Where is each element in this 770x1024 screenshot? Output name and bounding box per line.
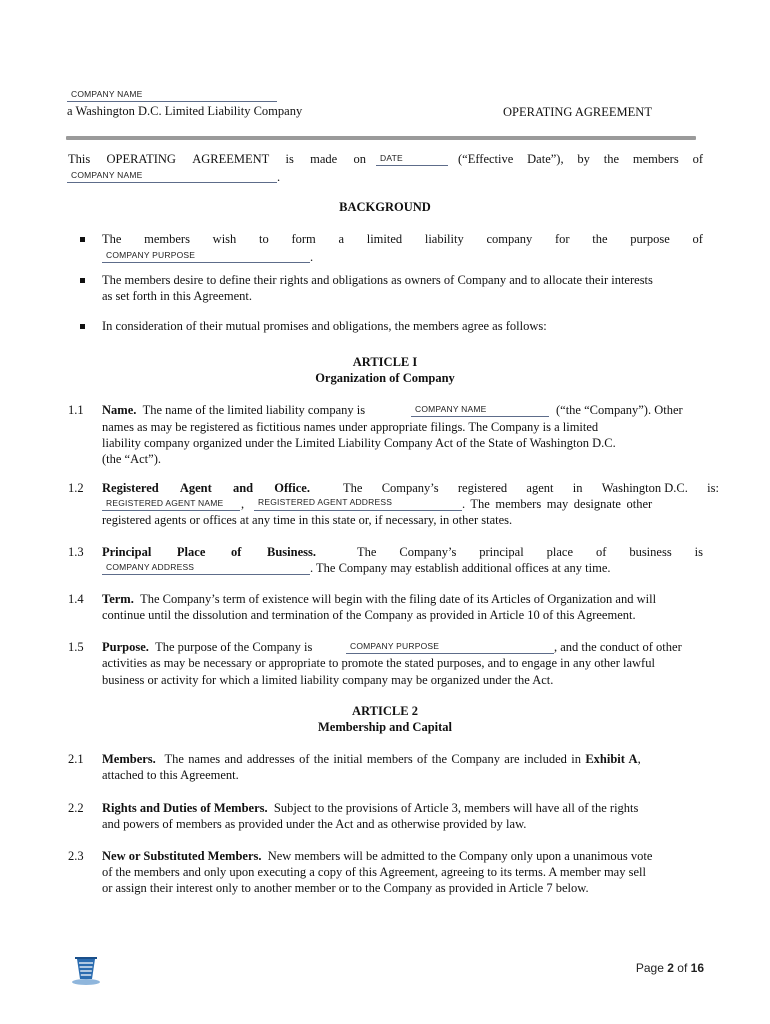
section-1-5-line-3: business or activity for which a limited liability company may be organized under the Act. xyxy=(102,673,554,687)
section-1-2-line-1: The Company’s registered agent in Washington D.C. is: xyxy=(343,481,719,495)
s11-company-name-field[interactable] xyxy=(411,416,549,417)
section-1-5-line-2: activities as may be necessary or appropriate to promote the stated purposes, and to engage in any other lawful xyxy=(102,656,655,670)
bg-company-purpose-field[interactable] xyxy=(102,262,310,263)
s11-company-name-field-label: COMPANY NAME xyxy=(415,404,487,414)
registered-agent-name-field-label: REGISTERED AGENT NAME xyxy=(106,498,224,508)
section-1-3-number: 1.3 xyxy=(68,545,84,559)
intro-company-name-field[interactable] xyxy=(67,182,277,183)
section-1-1-line-2: names as may be registered as fictitious names under appropriate filings. The Company is a limited xyxy=(102,420,599,434)
section-2-1-line-1: Members. The names and addresses of the initial members of the Company are included in Exhibit A, xyxy=(102,752,641,766)
intro-period: . xyxy=(277,170,281,184)
section-1-1-line-3: liability company organized under the Limited Liability Company Act of the State of Washington D.C. xyxy=(102,436,616,450)
bullet-3 xyxy=(80,324,85,329)
intro-line-1-lead: This OPERATING AGREEMENT is made on xyxy=(68,152,366,166)
article-2-subtitle: Membership and Capital xyxy=(317,720,453,734)
section-2-2-number: 2.2 xyxy=(68,801,84,815)
section-1-2-heading: Registered Agent and Office. xyxy=(102,481,310,495)
s15-company-purpose-field-label: COMPANY PURPOSE xyxy=(350,641,440,651)
section-2-2-line-1: Rights and Duties of Members. Subject to the provisions of Article 3, members will have all of the rights xyxy=(102,801,639,815)
section-2-3-number: 2.3 xyxy=(68,849,84,863)
background-bullet-3: In consideration of their mutual promises and obligations, the members agree as follows: xyxy=(102,319,547,333)
section-2-3-line-3: or assign their interest only to another member or to the Company as provided in Article 7 below. xyxy=(102,881,589,895)
section-1-4-line-1: Term. The Company’s term of existence will begin with the filing date of its Articles of Organization and will xyxy=(102,592,657,606)
registered-agent-address-field-label: REGISTERED AGENT ADDRESS xyxy=(258,497,393,507)
section-1-3-line-2-tail: . The Company may establish additional offices at any time. xyxy=(310,561,611,575)
section-1-1-line-1-tail: (“the “Company”). Other xyxy=(556,403,683,417)
section-2-3-line-2: of the members and only upon executing a copy of this Agreement, agreeing to its terms. A member may sell xyxy=(102,865,646,879)
section-1-4-line-2: continue until the dissolution and termination of the Company as provided in Article 10 of this Agreement. xyxy=(102,608,636,622)
effective-date-field[interactable] xyxy=(376,165,448,166)
section-1-1-number: 1.1 xyxy=(68,403,84,417)
effective-date-field-label: DATE xyxy=(380,153,403,163)
section-1-2-line-2-tail: . The members may designate other xyxy=(462,497,653,511)
section-2-1-line-2: attached to this Agreement. xyxy=(102,768,239,782)
section-1-1-line-1: Name. The name of the limited liability company is xyxy=(102,403,366,417)
background-heading: BACKGROUND xyxy=(339,200,431,214)
bullet-1 xyxy=(80,237,85,242)
section-1-4-number: 1.4 xyxy=(68,592,84,606)
company-name-field[interactable] xyxy=(67,101,277,102)
page-number: Page 2 of 16 xyxy=(635,961,704,975)
document-logo-icon xyxy=(70,953,104,987)
section-1-5-line-1-tail: , and the conduct of other xyxy=(554,640,682,654)
bg-company-purpose-field-label: COMPANY PURPOSE xyxy=(106,250,196,260)
bg-bullet-1-period: . xyxy=(310,250,314,264)
registered-agent-name-field[interactable] xyxy=(102,510,240,511)
company-address-field[interactable] xyxy=(102,574,310,575)
section-2-3-line-1: New or Substituted Members. New members will be admitted to the Company only upon a unanimous vote xyxy=(102,849,653,863)
header-rule xyxy=(66,136,696,140)
background-bullet-1-line-1: The members wish to form a limited liability company for the purpose of xyxy=(102,232,703,246)
company-subtitle: a Washington D.C. Limited Liability Company xyxy=(67,104,303,118)
section-1-3-line-1: The Company’s principal place of business is xyxy=(357,545,703,559)
section-1-2-comma: , xyxy=(241,497,245,511)
section-2-1-number: 2.1 xyxy=(68,752,84,766)
background-bullet-2-line-1: The members desire to define their rights and obligations as owners of Company and to allocate their interests xyxy=(102,273,653,287)
section-1-2-number: 1.2 xyxy=(68,481,84,495)
section-2-2-line-2: and powers of members as provided under the Act and as otherwise provided by law. xyxy=(102,817,527,831)
article-1-title: ARTICLE I xyxy=(352,355,418,369)
company-address-field-label: COMPANY ADDRESS xyxy=(106,562,195,572)
section-1-5-number: 1.5 xyxy=(68,640,84,654)
section-1-2-line-3: registered agents or offices at any time in this state or, if necessary, in other states. xyxy=(102,513,513,527)
document-title: OPERATING AGREEMENT xyxy=(503,105,652,119)
background-bullet-2-line-2: as set forth in this Agreement. xyxy=(102,289,252,303)
registered-agent-address-field[interactable] xyxy=(254,510,462,511)
article-2-title: ARTICLE 2 xyxy=(352,704,418,718)
s15-company-purpose-field[interactable] xyxy=(346,653,554,654)
intro-line-1-tail: (“Effective Date”), by the members of xyxy=(458,152,703,166)
section-1-5-line-1: Purpose. The purpose of the Company is xyxy=(102,640,313,654)
intro-company-name-field-label: COMPANY NAME xyxy=(71,170,143,180)
bullet-2 xyxy=(80,278,85,283)
company-name-field-label: COMPANY NAME xyxy=(71,89,143,99)
section-1-1-line-4: (the “Act”). xyxy=(102,452,161,466)
section-1-3-heading: Principal Place of Business. xyxy=(102,545,316,559)
article-1-subtitle: Organization of Company xyxy=(315,371,455,385)
